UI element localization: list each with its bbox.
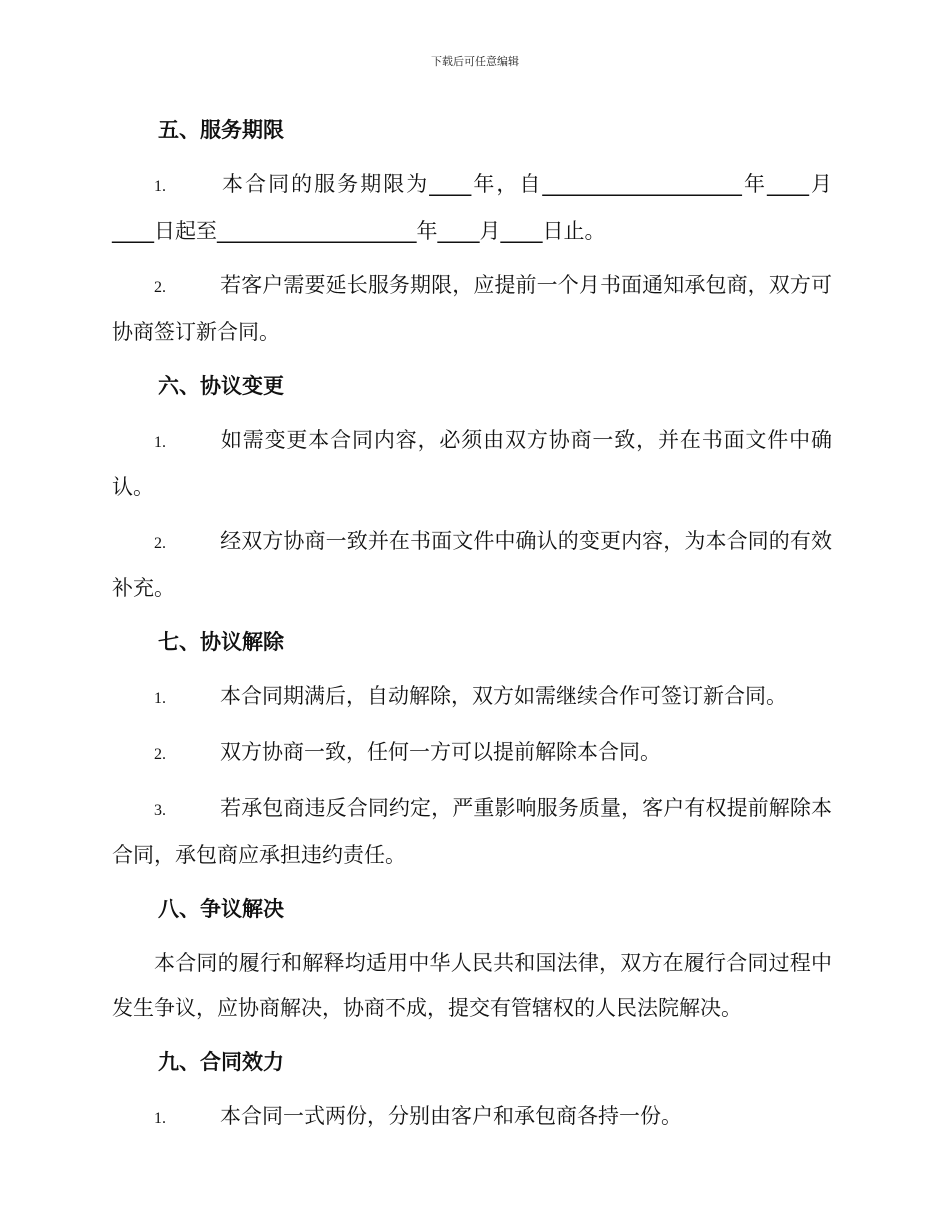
clause-text: 本合同的履行和解释均适用中华人民共和国法律，双方在履行合同过程中发生争议，应协商解决，协商不成，提交有管辖权的人民法院解决。 [112, 951, 832, 1020]
clause-text: 本合同期满后，自动解除，双方如需继续合作可签订新合同。 [220, 684, 787, 708]
clause-number: 3. [154, 802, 166, 819]
clause-number: 1. [154, 1110, 166, 1127]
numbered-paragraph [112, 162, 832, 254]
plain-paragraph [112, 941, 832, 1031]
document-body [112, 108, 832, 1150]
page-header: 下载后可任意编辑 [431, 55, 519, 68]
clause-text: 双方协商一致，任何一方可以提前解除本合同。 [220, 740, 661, 764]
clause-text: 经双方协商一致并在书面文件中确认的变更内容，为本合同的有效补充。 [112, 529, 832, 600]
numbered-paragraph [112, 418, 832, 510]
clause-number: 2. [154, 746, 166, 763]
clause-number: 1. [154, 434, 166, 451]
section-agreement-change [112, 364, 832, 611]
section-heading: 六、协议变更 [158, 374, 284, 398]
section-service-term [112, 108, 832, 355]
numbered-paragraph [112, 730, 832, 777]
clause-text: 本合同一式两份，分别由客户和承包商各持一份。 [220, 1104, 682, 1128]
clause-number: 2. [154, 279, 166, 296]
clause-text: 如需变更本合同内容，必须由双方协商一致，并在书面文件中确认。 [112, 428, 832, 499]
clause-number: 2. [154, 535, 166, 552]
section-heading: 五、服务期限 [158, 118, 284, 142]
numbered-paragraph [112, 519, 832, 611]
clause-text: 若客户需要延长服务期限，应提前一个月书面通知承包商，双方可协商签订新合同。 [112, 273, 832, 344]
clause-text: 若承包商违反合同约定，严重影响服务质量，客户有权提前解除本合同，承包商应承担违约责任。 [112, 796, 832, 867]
numbered-paragraph [112, 674, 832, 721]
section-heading: 八、争议解决 [158, 897, 284, 921]
section-contract-validity [112, 1040, 832, 1141]
numbered-paragraph [112, 1094, 832, 1141]
numbered-paragraph [112, 263, 832, 355]
clause-number: 1. [154, 178, 166, 195]
section-heading: 九、合同效力 [158, 1050, 284, 1074]
section-heading: 七、协议解除 [158, 630, 284, 654]
section-agreement-termination [112, 620, 832, 878]
clause-text: 本合同的服务期限为____年，自___________________年____月____日起至___________________年____月____日止。 [112, 172, 832, 243]
numbered-paragraph [112, 786, 832, 878]
section-dispute-resolution [112, 887, 832, 1031]
clause-number: 1. [154, 690, 166, 707]
